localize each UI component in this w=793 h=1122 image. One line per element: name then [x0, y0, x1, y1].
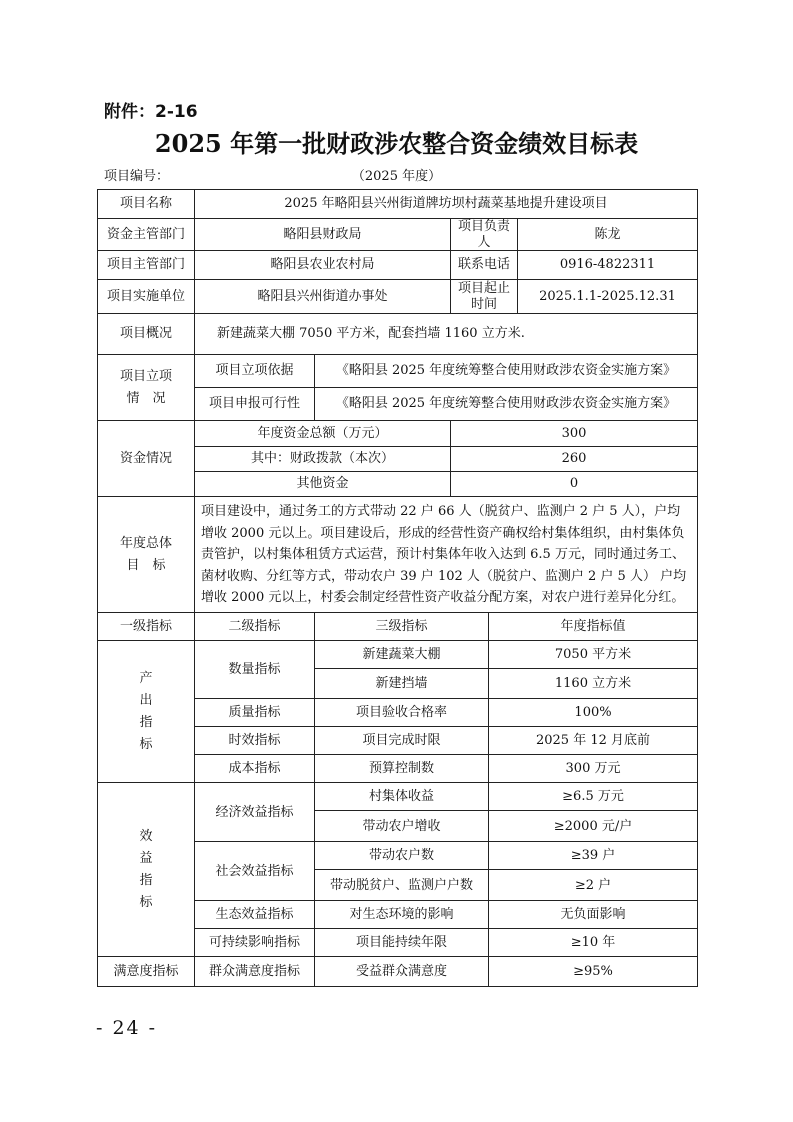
- cell-value: 300: [451, 421, 698, 447]
- cell-level3: 带动脱贫户、监测户户数: [315, 870, 489, 901]
- cell-value: 260: [451, 447, 698, 472]
- page-number: - 24 -: [96, 1017, 158, 1039]
- cell-label: 项目申报可行性: [195, 388, 315, 421]
- cell-label: 项目实施单位: [98, 280, 195, 314]
- row-fund-dept: [98, 219, 698, 251]
- cell-level2: 质量指标: [195, 699, 315, 727]
- cell-level3: 预算控制数: [315, 755, 489, 783]
- cell-value: 100%: [489, 699, 698, 727]
- cell-value: 《略阳县 2025 年度统筹整合使用财政涉农资金实施方案》: [315, 388, 698, 421]
- cell-level3: 新建蔬菜大棚: [315, 641, 489, 669]
- approval-label: 项目立项 情 况: [98, 355, 195, 421]
- cell-label: 项目负责人: [451, 219, 518, 251]
- cell-level3: 受益群众满意度: [315, 957, 489, 987]
- output-level1-label: 产 出 指 标: [98, 641, 195, 783]
- cell-level3: 带动农户增收: [315, 811, 489, 842]
- cell-value: ≥2000 元/户: [489, 811, 698, 842]
- cell-value: 2025 年 12 月底前: [489, 727, 698, 755]
- cell-value: 2025.1.1-2025.12.31: [518, 280, 698, 314]
- cell-level2: 经济效益指标: [195, 783, 315, 842]
- cell-label: 联系电话: [451, 251, 518, 280]
- row-project-dept: [98, 251, 698, 280]
- cell-level2: 社会效益指标: [195, 842, 315, 901]
- cell-value: 无负面影响: [489, 901, 698, 929]
- cell-level2: 成本指标: [195, 755, 315, 783]
- attachment-label: 附件：2-16: [104, 102, 198, 122]
- benefit-level1-label: 效 益 指 标: [98, 783, 195, 957]
- cell-level3: 项目完成时限: [315, 727, 489, 755]
- cell-value: 0916-4822311: [518, 251, 698, 280]
- cell-label: 项目主管部门: [98, 251, 195, 280]
- cell-level3: 带动农户数: [315, 842, 489, 870]
- row-fund-total: [98, 421, 698, 447]
- row-satisfaction: [98, 957, 698, 987]
- row-output-q1: [98, 641, 698, 669]
- row-project-name: [98, 190, 698, 219]
- cell-level2: 群众满意度指标: [195, 957, 315, 987]
- cell-value: ≥2 户: [489, 870, 698, 901]
- cell-level2: 生态效益指标: [195, 901, 315, 929]
- cell-value: 300 万元: [489, 755, 698, 783]
- cell-label: 其他资金: [195, 472, 451, 497]
- cell-label: 项目起止时间: [451, 280, 518, 314]
- goal-text: 项目建设中，通过务工的方式带动 22 户 66 人（脱贫户、监测户 2 户 5 人），户均增收 2000 元以上。项目建设后，形成的经营性资产确权给村集体组织，由村集体负责管护，以村集体租赁方式运营，预计村集体年收入达到 6.5 万元，同时通过务工、菌材收购、分红等方式，带动农户 39 户 102 人（脱贫户、监测户 2 户 5 人） 户均增收 2000 元以上，村委会制定经营性资产收益分配方案，对农户进行差异化分红。: [195, 497, 698, 613]
- cell-label: 项目立项依据: [195, 355, 315, 388]
- row-overview: [98, 314, 698, 355]
- funds-label: 资金情况: [98, 421, 195, 497]
- cell-value: 略阳县农业农村局: [195, 251, 451, 280]
- row-benefit-e1: [98, 783, 698, 811]
- cell-label: 项目名称: [98, 190, 195, 219]
- cell-label: 资金主管部门: [98, 219, 195, 251]
- cell-value: ≥10 年: [489, 929, 698, 957]
- cell-label: 项目概况: [98, 314, 195, 355]
- cell-value: 略阳县兴州街道办事处: [195, 280, 451, 314]
- cell-label: 其中：财政拨款（本次）: [195, 447, 451, 472]
- row-indicator-headers: [98, 613, 698, 641]
- cell-level2: 时效指标: [195, 727, 315, 755]
- cell-value: 《略阳县 2025 年度统筹整合使用财政涉农资金实施方案》: [315, 355, 698, 388]
- header-cell: 一级指标: [98, 613, 195, 641]
- performance-target-table: [97, 189, 698, 987]
- project-number-label: 项目编号：: [104, 169, 170, 184]
- cell-value: ≥39 户: [489, 842, 698, 870]
- row-annual-goal: [98, 497, 698, 613]
- cell-level3: 项目验收合格率: [315, 699, 489, 727]
- header-cell: 年度指标值: [489, 613, 698, 641]
- cell-value: 0: [451, 472, 698, 497]
- cell-level3: 村集体收益: [315, 783, 489, 811]
- year-label: （2025 年度）: [351, 169, 442, 184]
- cell-level3: 新建挡墙: [315, 669, 489, 699]
- cell-value: ≥95%: [489, 957, 698, 987]
- row-impl-unit: [98, 280, 698, 314]
- cell-label: 年度资金总额（万元）: [195, 421, 451, 447]
- cell-level2: 数量指标: [195, 641, 315, 699]
- cell-level3: 对生态环境的影响: [315, 901, 489, 929]
- cell-value: 略阳县财政局: [195, 219, 451, 251]
- satisfaction-level1-label: 满意度指标: [98, 957, 195, 987]
- page-title: 2025 年第一批财政涉农整合资金绩效目标表: [154, 129, 639, 158]
- header-cell: 二级指标: [195, 613, 315, 641]
- cell-value: 陈龙: [518, 219, 698, 251]
- goal-label: 年度总体 目 标: [98, 497, 195, 613]
- cell-value: 7050 平方米: [489, 641, 698, 669]
- cell-value: 2025 年略阳县兴州街道牌坊坝村蔬菜基地提升建设项目: [195, 190, 698, 219]
- cell-value: ≥6.5 万元: [489, 783, 698, 811]
- cell-level3: 项目能持续年限: [315, 929, 489, 957]
- cell-level2: 可持续影响指标: [195, 929, 315, 957]
- cell-value: 1160 立方米: [489, 669, 698, 699]
- cell-value: 新建蔬菜大棚 7050 平方米，配套挡墙 1160 立方米.: [195, 314, 698, 355]
- row-approval-basis: [98, 355, 698, 388]
- header-cell: 三级指标: [315, 613, 489, 641]
